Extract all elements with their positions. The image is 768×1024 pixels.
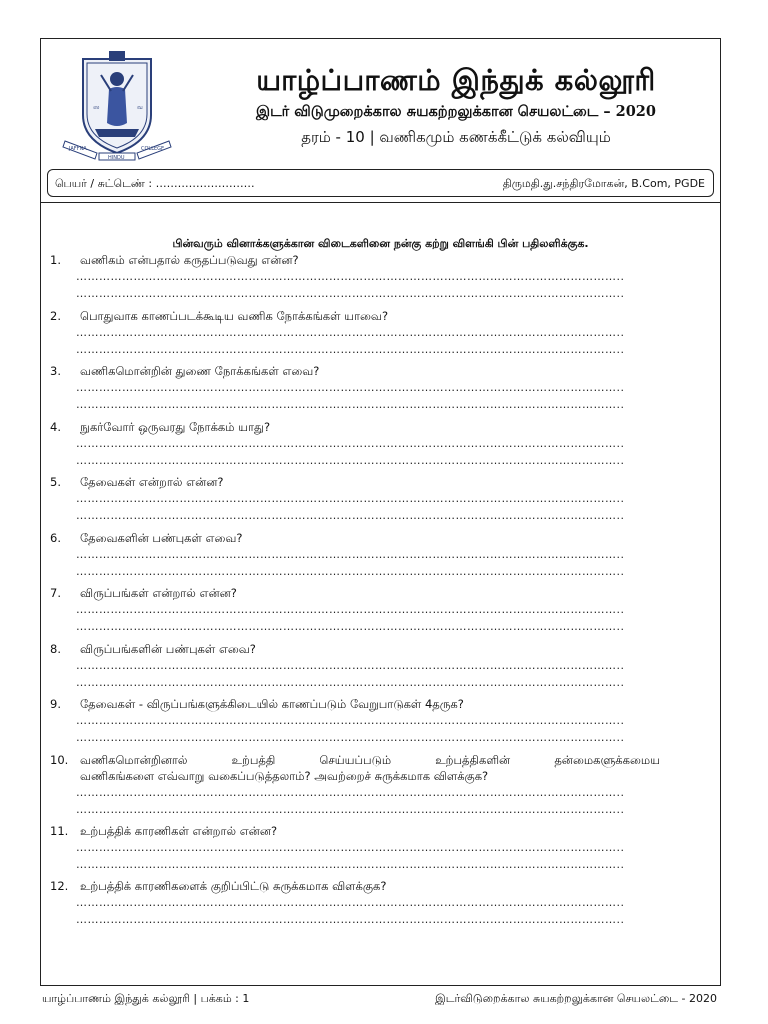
header [41, 39, 720, 169]
question-item [50, 641, 660, 690]
question-number: 12. [50, 879, 69, 893]
question-text-continued: வணிகங்களை எவ்வாறு வகைப்படுத்தலாம்? அவற்றைச் சுருக்கமாக விளக்குக? [80, 768, 489, 783]
question-item [50, 585, 660, 634]
answer-line[interactable]: …………………………………………………………………………………………………………………………….. [76, 896, 625, 909]
answer-line[interactable]: …………………………………………………………………………………………………………………………….. [76, 509, 625, 522]
answer-line[interactable]: …………………………………………………………………………………………………………………………….. [76, 564, 625, 578]
answer-line[interactable]: …………………………………………………………………………………………………………………………….. [76, 802, 625, 816]
question-number: 2. [50, 308, 61, 323]
question-number: 6. [50, 530, 61, 545]
worksheet-subtitle: இடர் விடுமுறைக்கால சுயகற்றலுக்கான செயலட்டை – 2020 [256, 103, 656, 120]
name-index-bar [47, 169, 714, 197]
svg-text:ஸ: ஸ [93, 104, 100, 111]
answer-line[interactable]: …………………………………………………………………………………………………………………………….. [76, 492, 625, 505]
question-item [50, 752, 660, 817]
question-number: 1. [50, 253, 61, 267]
answer-line[interactable]: …………………………………………………………………………………………………………………………….. [76, 675, 625, 689]
question-number: 11. [50, 823, 69, 838]
logo-text-jaffna: JAFFNA [69, 146, 87, 152]
question-text: நுகர்வோர் ஒருவரது நோக்கம் யாது? [80, 419, 271, 434]
question-item [50, 530, 660, 579]
header-divider [41, 202, 720, 203]
question-text: பொதுவாக காணப்படக்கூடிய வணிக நோக்கங்கள் யாவை? [80, 308, 389, 323]
question-text: வணிகம் என்பதால் கருதப்படுவது என்ன? [80, 253, 299, 267]
grade-subject-line: தரம் - 10 | வணிகமும் கணக்கீட்டுக் கல்வியும் [301, 128, 611, 146]
question-item [50, 474, 660, 523]
question-item [50, 696, 660, 745]
question-text: உற்பத்திக் காரணிகள் என்றால் என்ன? [80, 823, 278, 838]
teacher-name: திருமதி.து.சந்திரமோகன், B.Com, PGDE [502, 177, 705, 190]
question-text: வணிகமொன்றினால் உற்பத்தி செய்யப்படும் உற்பத்திகளின் தன்மைகளுக்கமைய [80, 752, 660, 767]
question-item [50, 878, 660, 927]
question-number: 9. [50, 697, 61, 711]
logo-text-hindu: HINDU [108, 155, 125, 161]
name-index-field[interactable]: பெயர் / சுட்டெண் : ……………………… [55, 177, 255, 190]
question-number: 7. [50, 586, 61, 600]
question-number: 3. [50, 364, 61, 378]
answer-line[interactable]: …………………………………………………………………………………………………………………………….. [76, 547, 625, 561]
question-item [50, 363, 660, 412]
answer-line[interactable]: …………………………………………………………………………………………………………………………….. [76, 620, 625, 633]
question-text: தேவைகள் என்றால் என்ன? [80, 475, 224, 489]
answer-line[interactable]: …………………………………………………………………………………………………………………………….. [76, 603, 625, 616]
question-text: வணிகமொன்றின் துணை நோக்கங்கள் எவை? [80, 364, 320, 378]
answer-line[interactable]: …………………………………………………………………………………………………………………………….. [76, 381, 625, 394]
answer-line[interactable]: …………………………………………………………………………………………………………………………….. [76, 785, 625, 799]
school-title: யாழ்ப்பாணம் இந்துக் கல்லூரி [256, 63, 656, 97]
logo-text-college: COLLEGE [141, 146, 165, 152]
answer-line[interactable]: …………………………………………………………………………………………………………………………….. [76, 913, 625, 926]
question-text: தேவைகள் - விருப்பங்களுக்கிடையில் காணப்படும் வேறுபாடுகள் 4தருக? [80, 697, 464, 711]
svg-text:வ: வ [137, 104, 143, 111]
answer-line[interactable]: …………………………………………………………………………………………………………………………….. [76, 658, 625, 672]
answer-line[interactable]: …………………………………………………………………………………………………………………………….. [76, 731, 625, 744]
instruction-text: பின்வரும் வினாக்களுக்கான விடைகளினை நன்கு கற்று விளங்கி பின் பதிலளிக்குக. [172, 237, 589, 250]
answer-line[interactable]: …………………………………………………………………………………………………………………………….. [76, 342, 625, 356]
answer-line[interactable]: …………………………………………………………………………………………………………………………….. [76, 325, 625, 339]
footer-left-text: யாழ்ப்பாணம் இந்துக் கல்லூரி | பக்கம் : 1 [42, 992, 250, 1005]
question-text: தேவைகளின் பண்புகள் எவை? [80, 530, 243, 545]
question-number: 5. [50, 475, 61, 489]
answer-line[interactable]: …………………………………………………………………………………………………………………………….. [76, 270, 625, 283]
answer-line[interactable]: …………………………………………………………………………………………………………………………….. [76, 857, 625, 871]
question-number: 4. [50, 419, 61, 434]
question-text: விருப்பங்களின் பண்புகள் எவை? [80, 641, 256, 656]
question-number: 8. [50, 641, 61, 656]
answer-line[interactable]: …………………………………………………………………………………………………………………………….. [76, 714, 625, 727]
question-text: விருப்பங்கள் என்றால் என்ன? [80, 586, 237, 600]
college-crest-logo [61, 49, 173, 161]
question-item [50, 252, 660, 301]
answer-line[interactable]: …………………………………………………………………………………………………………………………….. [76, 840, 625, 854]
answer-line[interactable]: …………………………………………………………………………………………………………………………….. [76, 287, 625, 300]
question-text: உற்பத்திக் காரணிகளைக் குறிப்பிட்டு சுருக்கமாக விளக்குக? [80, 879, 387, 893]
question-number: 10. [50, 752, 69, 767]
answer-line[interactable]: …………………………………………………………………………………………………………………………….. [76, 436, 625, 450]
answer-line[interactable]: …………………………………………………………………………………………………………………………….. [76, 398, 625, 411]
question-item [50, 308, 660, 357]
answer-line[interactable]: …………………………………………………………………………………………………………………………….. [76, 453, 625, 467]
footer-right-text: இடர்விடுறைக்கால சுயகற்றலுக்கான செயலட்டை - 2020 [435, 992, 717, 1005]
question-item [50, 823, 660, 872]
question-item [50, 419, 660, 468]
